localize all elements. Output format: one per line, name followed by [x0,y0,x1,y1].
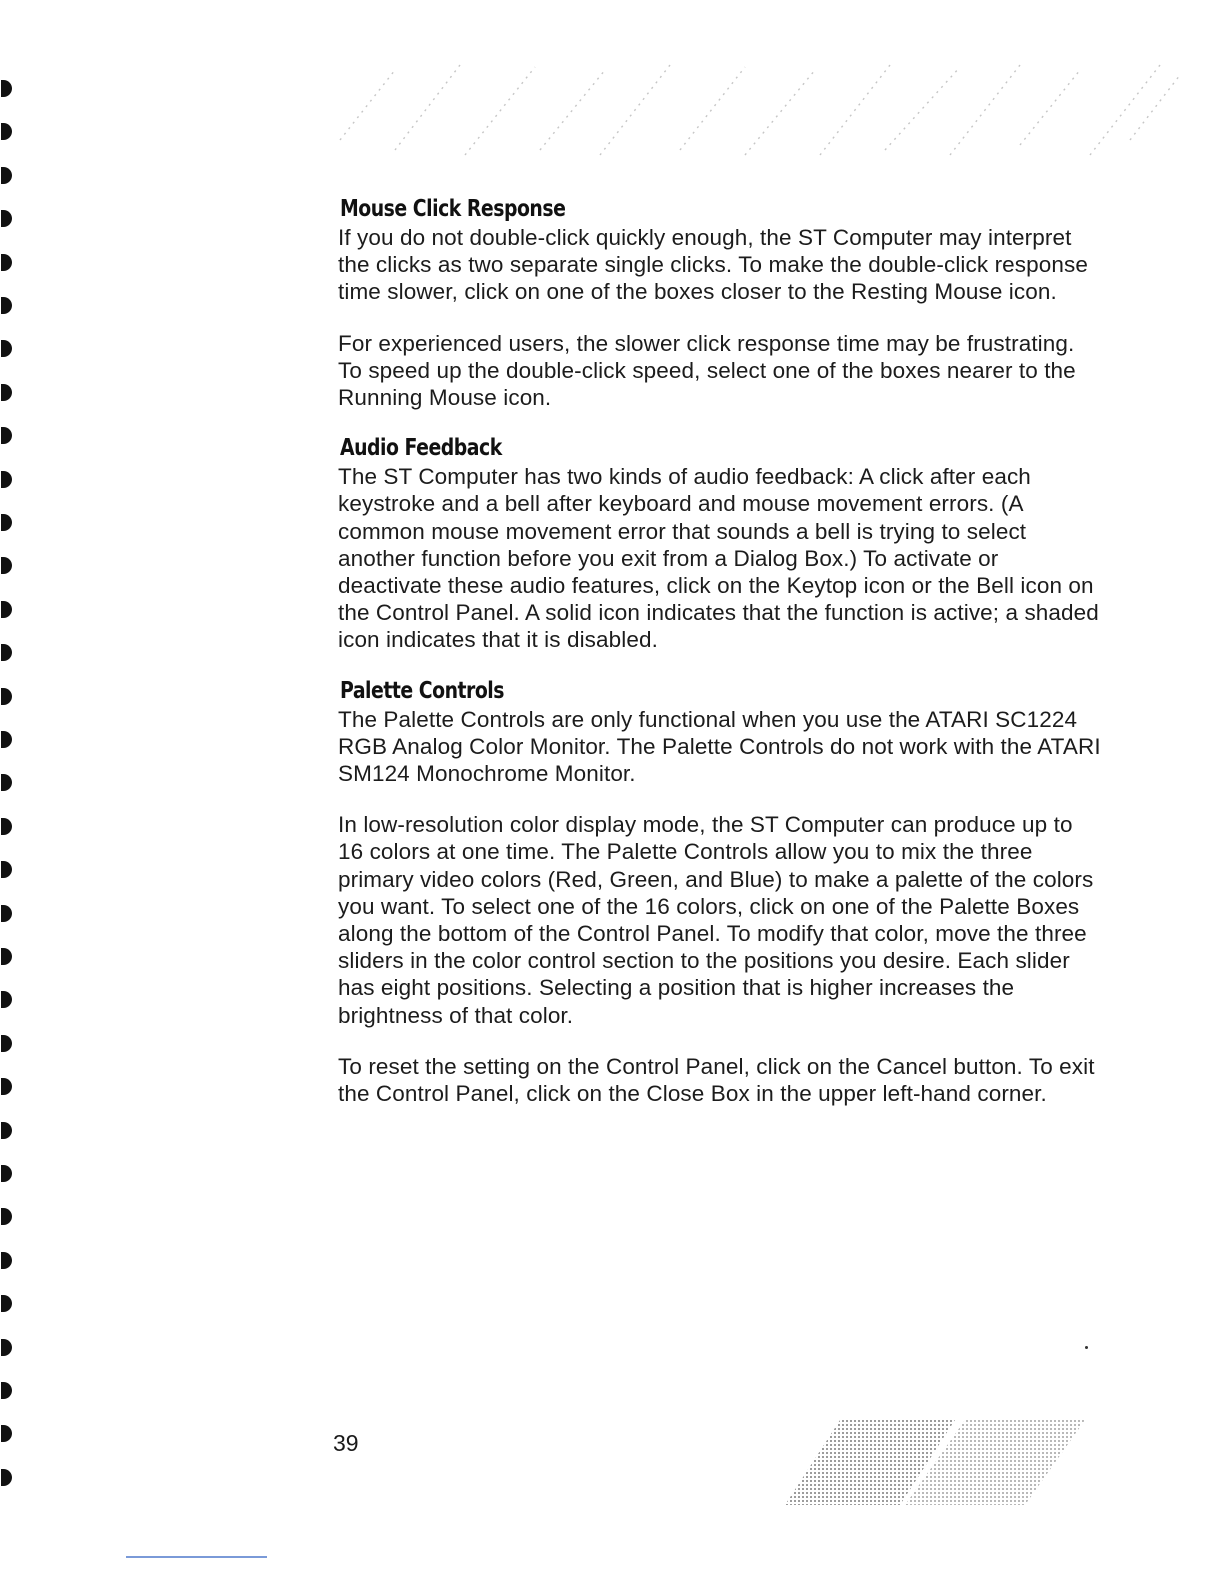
binding-hole [1,1382,12,1399]
binding-hole [1,948,12,965]
spiral-binding-holes [0,80,20,1500]
binding-hole [1,774,12,791]
binding-hole [1,1078,12,1095]
binding-hole [1,1295,12,1312]
scan-speck [1085,1346,1088,1349]
header-stripe-decoration [300,55,1210,165]
section-heading: Mouse Click Response [340,196,566,222]
page-edge-rule [126,1556,267,1558]
binding-hole [1,384,12,401]
paragraph: In low-resolution color display mode, the ST Computer can produce up to 16 colors at one time. The Palette Controls allow you to mix the three primary video colors (Red, Green, and Blue) to make a palette of the colors you want. To select one of the 16 colors, click on one of the Palette Boxes along the bottom of the Control Panel. To modify that color, move the three sliders in the color control section to the positions you desire. Each slider has eight positions. Selecting a position that is higher increases the brightness of that color. [338,812,1094,1028]
section-palette-controls [334,678,1104,1108]
section-audio-feedback [334,435,1104,653]
binding-hole [1,471,12,488]
binding-hole [1,905,12,922]
binding-hole [1,557,12,574]
binding-hole [1,1469,12,1486]
main-content [334,196,1104,1131]
paragraph: If you do not double-click quickly enough, the ST Computer may interpret the clicks as two separate single clicks. To make the double-click response time slower, click on one of the boxes closer to the Resting Mouse icon. [338,225,1088,305]
binding-hole [1,427,12,444]
binding-hole [1,340,12,357]
binding-hole [1,688,12,705]
binding-hole [1,644,12,661]
binding-hole [1,818,12,835]
paragraph: The Palette Controls are only functional when you use the ATARI SC1224 RGB Analog Color Monitor. The Palette Controls do not work with the ATARI SM124 Monochrome Monitor. [338,706,1101,787]
binding-hole [1,167,12,184]
binding-hole [1,1122,12,1139]
footer-stripe-decoration [770,1420,1090,1505]
binding-hole [1,254,12,271]
binding-hole [1,1425,12,1442]
binding-hole [1,1165,12,1182]
binding-hole [1,297,12,314]
binding-hole [1,80,12,97]
binding-hole [1,731,12,748]
binding-hole [1,1252,12,1269]
binding-hole [1,123,12,140]
binding-hole [1,601,12,618]
binding-hole [1,991,12,1008]
paragraph: The ST Computer has two kinds of audio feedback: A click after each keystroke and a bell after keyboard and mouse movement errors. (A common mouse movement error that sounds a bell is trying to select another function before you exit from a Dialog Box.) To activate or deactivate these audio features, click on the Keytop icon or the Bell icon on the Control Panel. A solid icon indicates that the function is active; a shaded icon indicates that it is disabled. [338,464,1099,653]
paragraph: For experienced users, the slower click response time may be frustrating. To speed up the double-click speed, select one of the boxes nearer to the Running Mouse icon. [338,330,1076,411]
binding-hole [1,1339,12,1356]
page-number: 39 [333,1430,359,1456]
section-heading: Palette Controls [340,677,505,704]
binding-hole [1,861,12,878]
paragraph: To reset the setting on the Control Panel, click on the Cancel button. To exit the Control Panel, click on the Close Box in the upper left-hand corner. [338,1053,1095,1107]
section-heading: Audio Feedback [340,435,502,462]
binding-hole [1,514,12,531]
section-mouse-click-response [334,196,1104,411]
binding-hole [1,1035,12,1052]
binding-hole [1,1208,12,1225]
binding-hole [1,210,12,227]
